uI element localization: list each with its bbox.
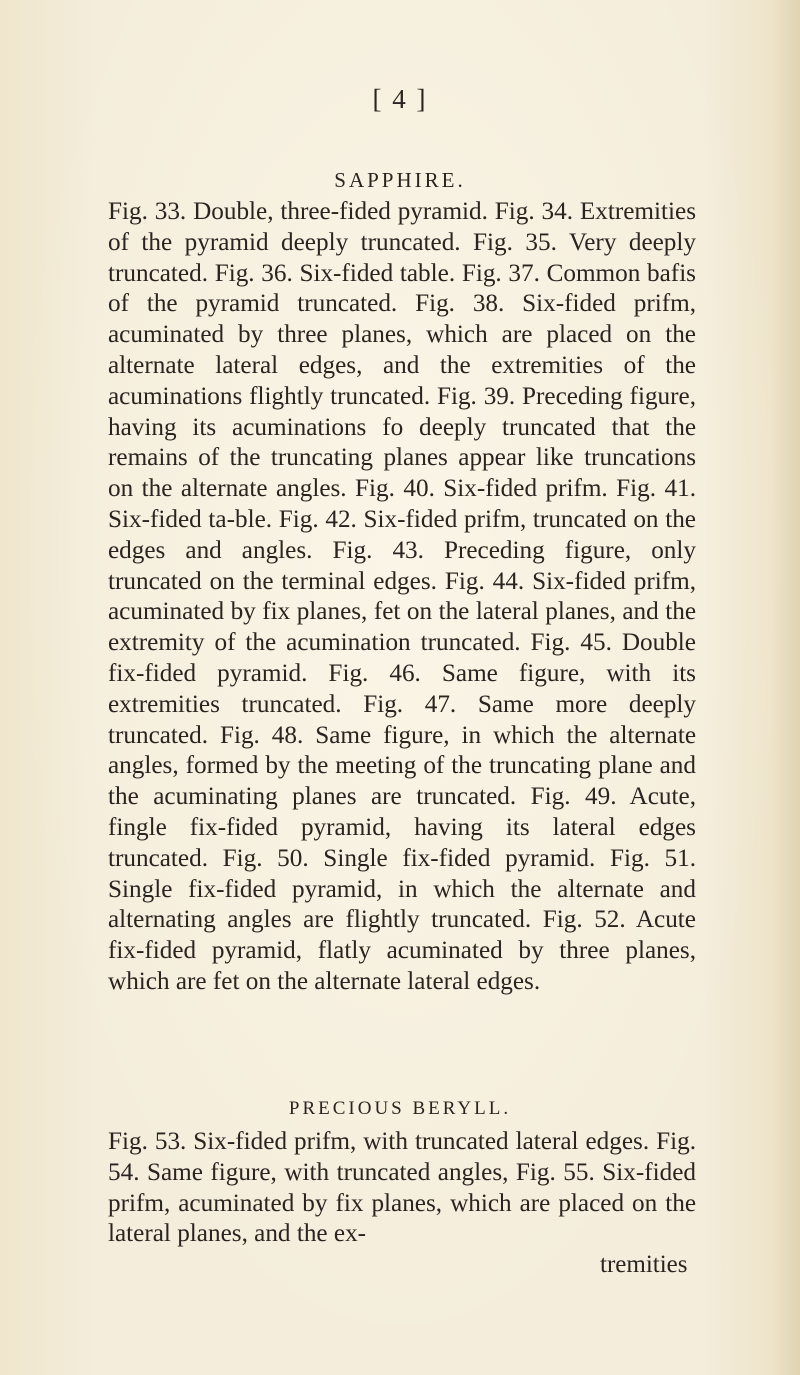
page-number: [ 4 ] — [372, 84, 428, 114]
page-edge-shadow — [770, 0, 800, 1375]
section-text-precious-beryll: Fig. 53. Six-fided prifm, with truncated lateral edges. Fig. 54. Same figure, with truncated angles, Fig. 55. Six-fided prifm, acuminated by fix planes, which are placed on the lateral planes, and the ex- — [108, 1128, 696, 1248]
section-text-sapphire: Fig. 33. Double, three-fided pyramid. Fig. 34. Extremities of the pyramid deeply truncated. Fig. 35. Very deeply truncated. Fig. 36. Six-fided table. Fig. 37. Common bafis of the pyramid truncated. Fig. 38. Six-fided prifm, acuminated by three planes, which are placed on the alternate lateral edges, and the extremities of the acuminations flightly truncated. Fig. 39. Preceding figure, having its acuminations fo deeply truncated that the remains of the truncating planes appear like truncations on the alternate angles. Fig. 40. Six-fided prifm. Fig. 41. Six-fided ta-ble. Fig. 42. Six-fided prifm, truncated on the edges and angles. Fig. 43. Preceding figure, only truncated on the terminal edges. Fig. 44. Six-fided prifm, acuminated by fix planes, fet on the lateral planes, and the extremity of the acumination truncated. Fig. 45. Double fix-fided pyramid. Fig. 46. Same figure, with its extremities truncated. Fig. 47. Same more deeply truncated. Fig. 48. Same figure, in which the alternate angles, formed by the meeting of the truncating plane and the acuminating planes are truncated. Fig. 49. Acute, fingle fix-fided pyramid, having its lateral edges truncated. Fig. 50. Single fix-fided pyramid. Fig. 51. Single fix-fided pyramid, in which the alternate and alternating angles are flightly truncated. Fig. 52. Acute fix-fided pyramid, flatly acuminated by three planes, which are fet on the alternate lateral edges. — [108, 198, 696, 995]
section-heading-sapphire: SAPPHIRE. — [334, 168, 466, 192]
section-heading-precious-beryll: PRECIOUS BERYLL. — [288, 1098, 512, 1119]
catchword: tremities — [600, 1251, 688, 1278]
